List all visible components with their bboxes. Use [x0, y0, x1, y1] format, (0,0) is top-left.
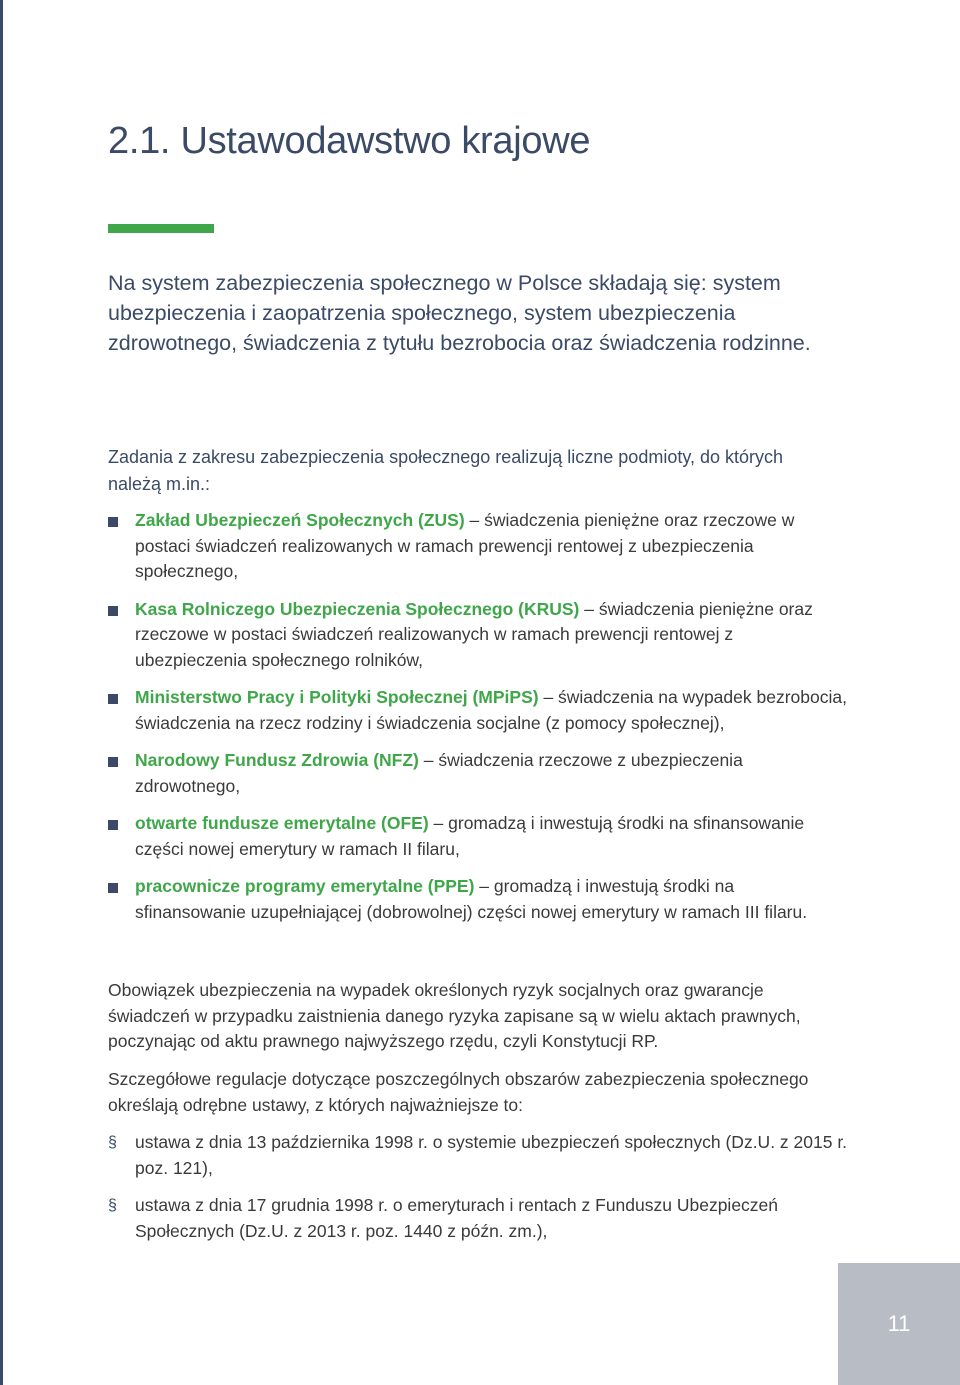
section-heading: 2.1. Ustawodawstwo krajowe [108, 120, 591, 162]
institutions-list [108, 508, 848, 937]
institution-description: – świadczenia pieniężne oraz rzeczowe w postaci świadczeń realizowanych w ramach prewencji rentowej z ubezpieczenia społecznego, [135, 510, 795, 581]
institution-description: – gromadzą i inwestują środki na sfinansowanie uzupełniającej (dobrowolnej) części nowej emerytury w ramach III filaru. [135, 876, 808, 922]
list-item [108, 1130, 848, 1181]
list-item [108, 1193, 848, 1244]
law-text: ustawa z dnia 17 grudnia 1998 r. o emeryturach i rentach z Funduszu Ubezpieczeń Społecznych (Dz.U. z 2013 r. poz. 1440 z późn. zm.), [135, 1195, 779, 1241]
list-item [108, 685, 848, 736]
square-bullet-icon [108, 820, 118, 830]
list-item [108, 597, 848, 674]
section-sign-icon: § [108, 1197, 117, 1214]
square-bullet-icon [108, 694, 118, 704]
institution-name: Kasa Rolniczego Ubezpieczenia Społecznego (KRUS) [135, 598, 580, 619]
section-sign-icon: § [108, 1134, 117, 1151]
laws-list [108, 1130, 848, 1256]
institution-name: Ministerstwo Pracy i Polityki Społecznej (MPiPS) [135, 687, 539, 707]
institution-description: – gromadzą i inwestują środki na sfinansowanie części nowej emerytury w ramach II filaru, [135, 813, 805, 859]
institution-description: – świadczenia rzeczowe z ubezpieczenia zdrowotnego, [135, 750, 743, 796]
regulations-paragraph: Szczegółowe regulacje dotyczące poszczególnych obszarów zabezpieczenia społecznego określają odrębne ustawy, z których najważniejsze to: [108, 1069, 809, 1115]
law-text: ustawa z dnia 13 października 1998 r. o systemie ubezpieczeń społecznych (Dz.U. z 2015 r. poz. 121), [135, 1132, 848, 1178]
institution-name: otwarte fundusze emerytalne (OFE) [135, 813, 429, 833]
institution-description: – świadczenia pieniężne oraz rzeczowe w postaci świadczeń realizowanych w ramach prewencji rentowej z ubezpieczenia społecznego rolników, [135, 598, 813, 670]
page-number-box [838, 1263, 960, 1385]
obligation-paragraph: Obowiązek ubezpieczenia na wypadek określonych ryzyk socjalnych oraz gwarancje świadczeń w przypadku zaistnienia danego ryzyka zapisane są w wielu aktach prawnych, poczynając od aktu prawnego najwyższego rzędu, czyli Konstytucji RP. [108, 980, 801, 1051]
institution-name: Narodowy Fundusz Zdrowia (NFZ) [135, 750, 419, 770]
square-bullet-icon [108, 606, 118, 616]
lead-paragraph: Zadania z zakresu zabezpieczenia społecznego realizują liczne podmioty, do których należą m.in.: [108, 447, 784, 494]
list-item [108, 874, 848, 925]
heading-accent-bar [108, 224, 214, 233]
institution-name: Zakład Ubezpieczeń Społecznych (ZUS) [135, 510, 465, 530]
square-bullet-icon [108, 757, 118, 767]
square-bullet-icon [108, 883, 118, 893]
institution-name: pracownicze programy emerytalne (PPE) [135, 876, 475, 896]
left-margin-rule [0, 0, 3, 1385]
intro-paragraph: Na system zabezpieczenia społecznego w Polsce składają się: system ubezpieczenia i zaopatrzenia społecznego, system ubezpieczenia zdrowotnego, świadczenia z tytułu bezrobocia oraz świadczenia rodzinne. [108, 271, 811, 355]
page-number: 11 [887, 1311, 911, 1336]
list-item [108, 748, 848, 799]
list-item [108, 508, 848, 585]
institution-description: – świadczenia na wypadek bezrobocia, świadczenia na rzecz rodziny i świadczenia socjalne (z pomocy społecznej), [135, 687, 847, 733]
list-item [108, 811, 848, 862]
square-bullet-icon [108, 517, 118, 527]
